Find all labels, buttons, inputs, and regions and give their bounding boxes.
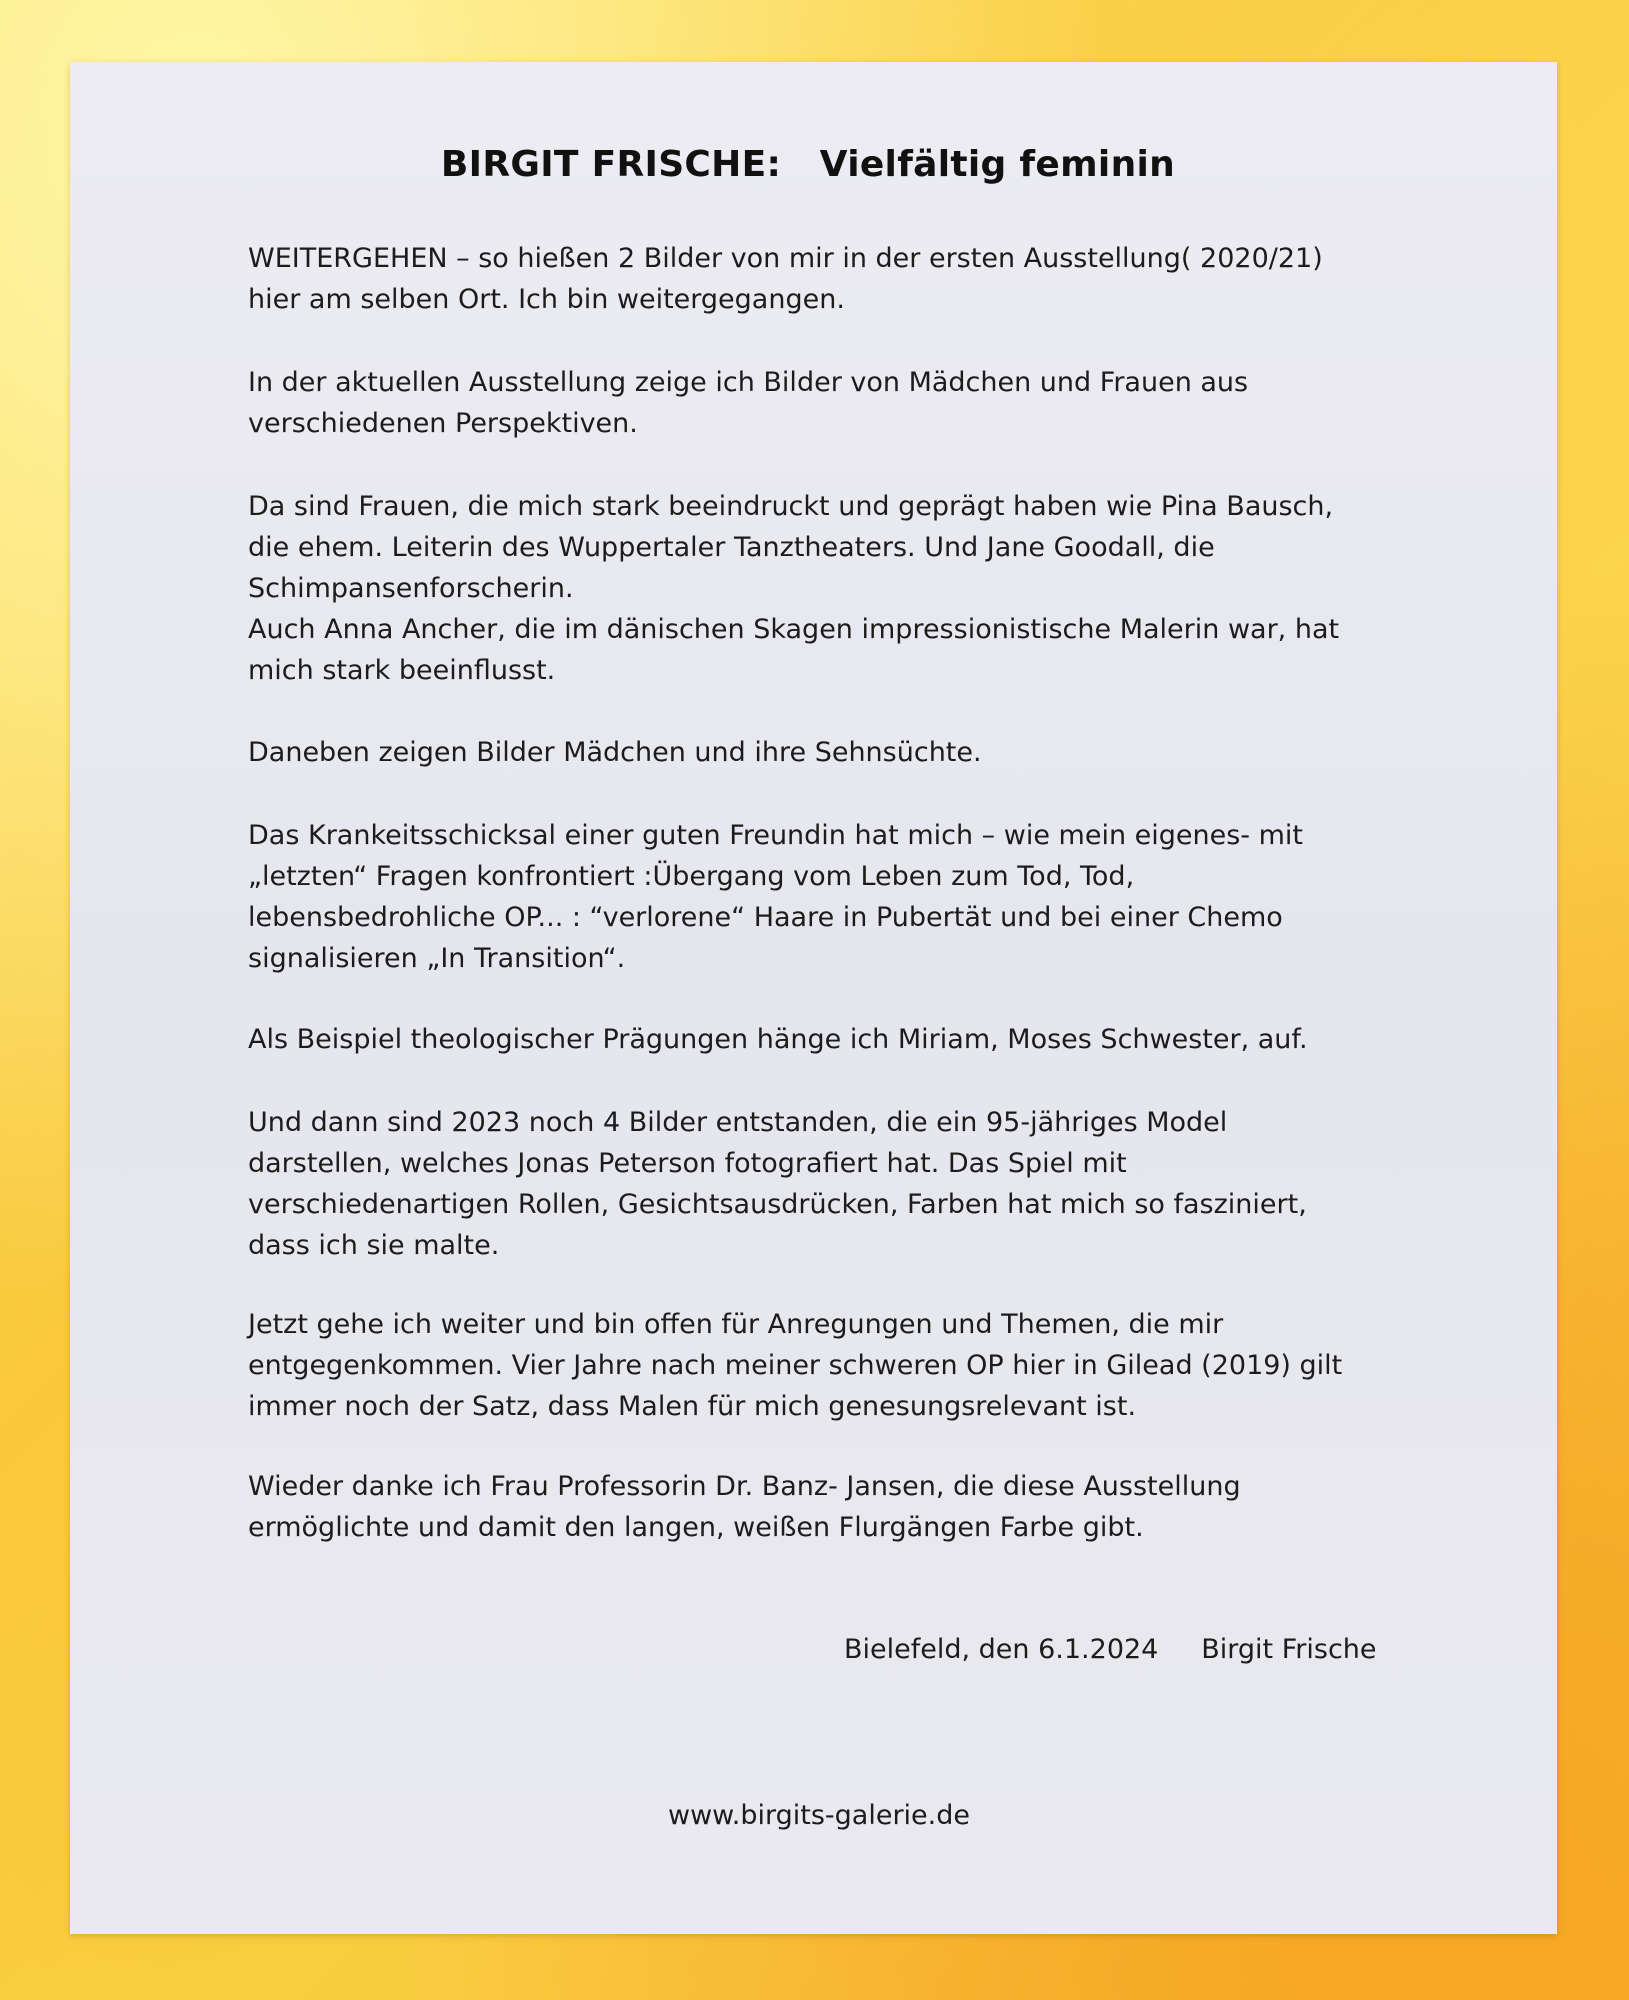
- text-line: Schimpansenforscherin.: [248, 573, 574, 604]
- text-line: „letzten“ Fragen konfrontiert :Übergang vom Leben zum Tod, Tod,: [248, 861, 1135, 892]
- document-title: BIRGIT FRISCHE: Vielfältig feminin: [440, 144, 1176, 185]
- website-url: www.birgits-galerie.de: [668, 1800, 970, 1831]
- text-line: Jetzt gehe ich weiter und bin offen für Anregungen und Themen, die mir: [248, 1309, 1224, 1340]
- text-line: darstellen, welches Jonas Peterson fotografiert hat. Das Spiel mit: [248, 1148, 1127, 1179]
- text-line: Und dann sind 2023 noch 4 Bilder entstanden, die ein 95-jähriges Model: [248, 1107, 1228, 1138]
- text-line: die ehem. Leiterin des Wuppertaler Tanztheaters. Und Jane Goodall, die: [248, 532, 1215, 563]
- text-line: In der aktuellen Ausstellung zeige ich Bilder von Mädchen und Frauen aus: [248, 367, 1249, 398]
- paragraph-9: [248, 1466, 1428, 1548]
- text-line: hier am selben Ort. Ich bin weitergegangen.: [248, 284, 845, 315]
- text-line: mich stark beeinflusst.: [248, 655, 556, 686]
- paragraph-8: [248, 1304, 1428, 1427]
- paragraph-5: [248, 815, 1428, 979]
- text-line: dass ich sie malte.: [248, 1230, 500, 1261]
- text-line: entgegenkommen. Vier Jahre nach meiner schweren OP hier in Gilead (2019) gilt: [248, 1350, 1343, 1381]
- paragraph-2: [248, 362, 1428, 444]
- paragraph-3: [248, 486, 1428, 691]
- text-line: Da sind Frauen, die mich stark beeindruckt und geprägt haben wie Pina Bausch,: [248, 491, 1334, 522]
- text-line: immer noch der Satz, dass Malen für mich genesungsrelevant ist.: [248, 1391, 1137, 1422]
- paragraph-1: [248, 238, 1428, 320]
- paragraph-7: [248, 1102, 1428, 1266]
- text-line: Als Beispiel theologischer Prägungen hänge ich Miriam, Moses Schwester, auf.: [248, 1024, 1308, 1055]
- closing-signature: Bielefeld, den 6.1.2024 Birgit Frische: [844, 1634, 1377, 1665]
- text-line: ermöglichte und damit den langen, weißen Flurgängen Farbe gibt.: [248, 1512, 1144, 1543]
- text-line: signalisieren „In Transition“.: [248, 943, 626, 974]
- text-line: WEITERGEHEN – so hießen 2 Bilder von mir in der ersten Ausstellung( 2020/21): [248, 243, 1323, 274]
- text-line: Wieder danke ich Frau Professorin Dr. Banz- Jansen, die diese Ausstellung: [248, 1471, 1241, 1502]
- text-line: lebensbedrohliche OP... : “verlorene“ Haare in Pubertät und bei einer Chemo: [248, 902, 1283, 933]
- text-line: verschiedenen Perspektiven.: [248, 408, 638, 439]
- paper-sheet: [70, 62, 1557, 1934]
- text-line: verschiedenartigen Rollen, Gesichtsausdrücken, Farben hat mich so fasziniert,: [248, 1189, 1307, 1220]
- paragraph-6: [248, 1019, 1428, 1060]
- text-line: Daneben zeigen Bilder Mädchen und ihre Sehnsüchte.: [248, 737, 982, 768]
- text-line: Das Krankeitsschicksal einer guten Freundin hat mich – wie mein eigenes- mit: [248, 820, 1304, 851]
- paragraph-4: [248, 732, 1428, 773]
- text-line: Auch Anna Ancher, die im dänischen Skagen impressionistische Malerin war, hat: [248, 614, 1340, 645]
